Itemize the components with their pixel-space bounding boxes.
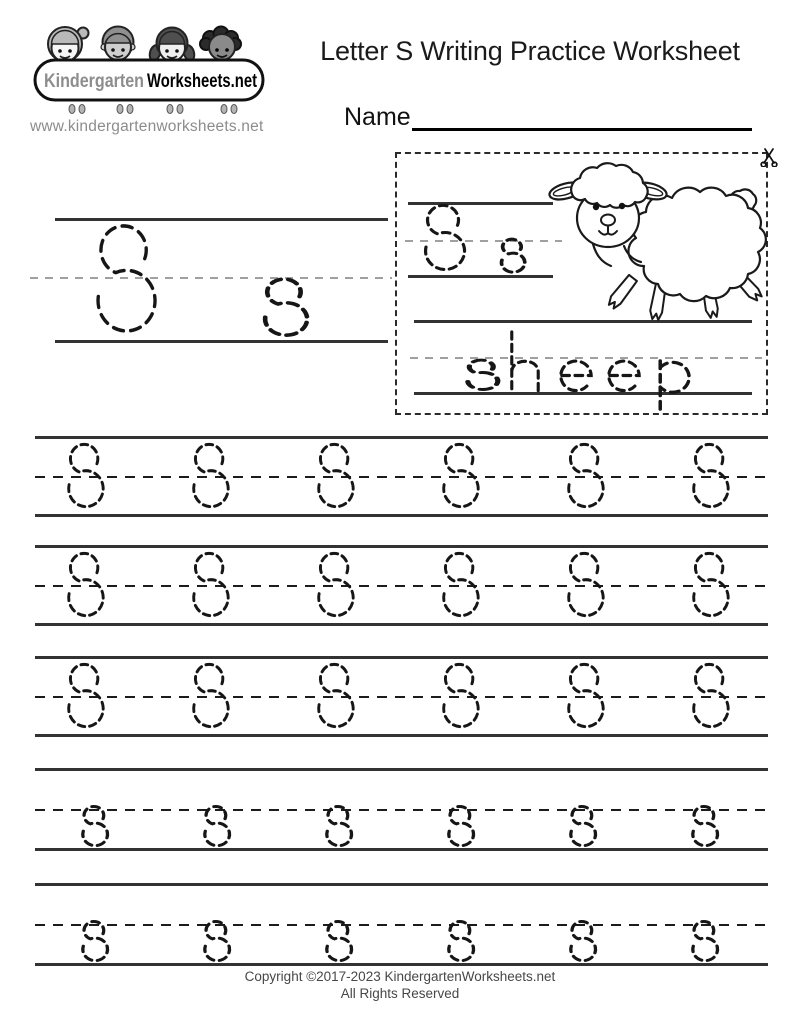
trace-letter-S-row2: [687, 551, 733, 621]
trace-letter-s-row5: [322, 920, 355, 964]
trace-letter-S-row3: [312, 662, 358, 732]
trace-letter-s-row5: [566, 920, 599, 964]
footer: [0, 969, 800, 1001]
row-3-line-top: [35, 656, 768, 659]
trace-letter-S-row2: [312, 551, 358, 621]
page-title: Letter S Writing Practice Worksheet: [320, 36, 740, 66]
row-5-line-top: [35, 883, 768, 886]
row-5-line-middle: [35, 924, 768, 926]
trace-letter-s-row4: [566, 805, 599, 849]
trace-letter-e-word: [558, 358, 594, 393]
trace-letter-s-row5: [444, 920, 477, 964]
row-2-line-bottom: [35, 623, 768, 626]
trace-letter-S-row1: [687, 442, 733, 512]
row-4-line-bottom: [35, 848, 768, 851]
row-4-line-top: [35, 768, 768, 771]
trace-letter-S-row3: [687, 662, 733, 732]
trace-letter-p-word: [656, 358, 694, 414]
trace-letter-S-row1: [62, 442, 108, 512]
trace-letter-S-intro: [87, 222, 163, 340]
row-3-line-middle: [35, 696, 768, 698]
trace-letter-S-row3: [62, 662, 108, 732]
trace-letter-h-word: [508, 330, 542, 393]
rights-text: All Rights Reserved: [340, 986, 460, 1001]
row-1-line-middle: [35, 476, 768, 478]
logo-url: www.kindergartenworksheets.net: [30, 118, 264, 135]
trace-letter-s-word: [462, 359, 502, 392]
trace-letter-s-row5: [78, 920, 111, 964]
trace-letter-s-intro: [257, 277, 313, 340]
trace-letter-S-row1: [187, 442, 233, 512]
trace-letter-S-row1: [562, 442, 608, 512]
trace-letter-s-row4: [688, 805, 721, 849]
trace-letter-s-row4: [200, 805, 233, 849]
trace-letter-S-row2: [187, 551, 233, 621]
trace-letter-S-row1: [437, 442, 483, 512]
trace-letter-S-row3: [187, 662, 233, 732]
trace-letter-s-row4: [444, 805, 477, 849]
logo-brand-light: Kindergarten: [44, 71, 144, 92]
trace-letter-s-row4: [322, 805, 355, 849]
trace-letter-s-card: [497, 238, 528, 275]
row-1-line-bottom: [35, 514, 768, 517]
trace-letter-s-row4: [78, 805, 111, 849]
row-2-line-top: [35, 545, 768, 548]
trace-letter-e-word: [606, 358, 642, 393]
copyright-text: Copyright ©2017-2023 KindergartenWorksheets.net: [244, 969, 556, 984]
trace-letter-S-row2: [562, 551, 608, 621]
row-5-line-bottom: [35, 963, 768, 966]
row-1-line-top: [35, 436, 768, 439]
row-4-line-middle: [35, 809, 768, 811]
row-2-line-middle: [35, 585, 768, 587]
trace-letter-S-row3: [437, 662, 483, 732]
name-label: Name: [344, 103, 411, 131]
trace-letter-S-card: [418, 203, 470, 275]
trace-letter-s-row5: [200, 920, 233, 964]
row-3-line-bottom: [35, 734, 768, 737]
trace-letter-S-row2: [62, 551, 108, 621]
logo-brand-bold: Worksheets.net: [147, 71, 258, 92]
trace-letter-S-row2: [437, 551, 483, 621]
trace-letter-S-row3: [562, 662, 608, 732]
trace-letter-s-row5: [688, 920, 721, 964]
trace-letter-S-row1: [312, 442, 358, 512]
